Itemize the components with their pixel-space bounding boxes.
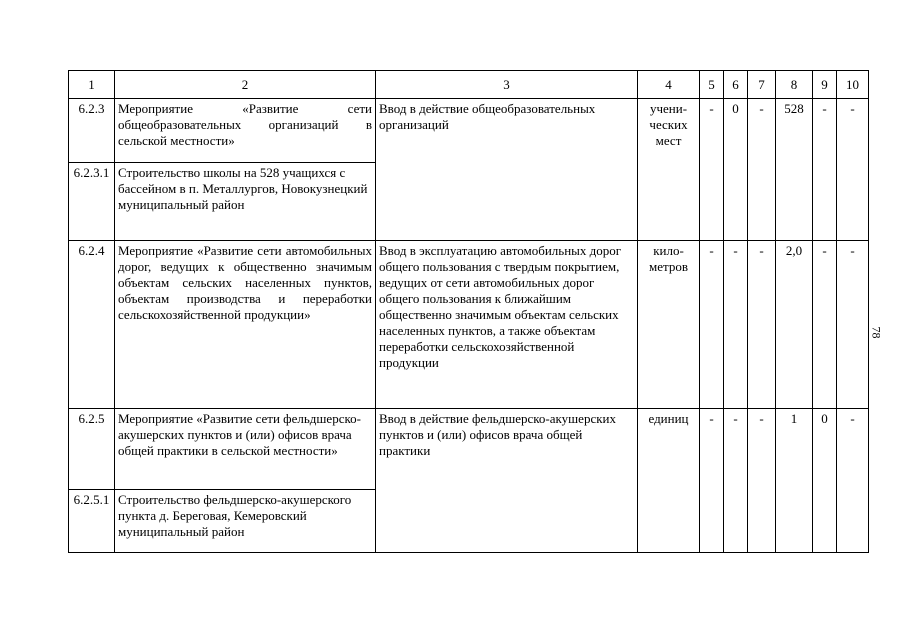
column-header-5: 5 xyxy=(700,71,724,99)
column-header-6: 6 xyxy=(724,71,748,99)
item-number: 6.2.4 xyxy=(69,241,115,409)
column-header-10: 10 xyxy=(837,71,869,99)
value-cell-7: - xyxy=(748,409,776,553)
value-cell-8: 528 xyxy=(776,99,813,241)
column-header-4: 4 xyxy=(638,71,700,99)
unit-cell: учени-ческих мест xyxy=(638,99,700,241)
value-cell-10: - xyxy=(837,241,869,409)
column-header-3: 3 xyxy=(376,71,638,99)
item-name: Мероприятие «Развитие сети фельдшерско-акушерских пунктов и (или) офисов врача общей практики в сельской местности» xyxy=(115,409,376,490)
value-cell-10: - xyxy=(837,409,869,553)
value-cell-5: - xyxy=(700,409,724,553)
value-cell-5: - xyxy=(700,241,724,409)
value-cell-8: 2,0 xyxy=(776,241,813,409)
unit-cell: кило-метров xyxy=(638,241,700,409)
value-cell-9: 0 xyxy=(813,409,837,553)
item-name: Мероприятие «Развитие сети автомобильных дорог, ведущих к общественно значимым объектам сельских населенных пунктов, объектам производства и переработки сельскохозяйственной продукции» xyxy=(115,241,376,409)
item-name: Мероприятие «Развитие сети общеобразовательных организаций в сельской местности» xyxy=(115,99,376,163)
table-row xyxy=(69,241,869,409)
value-cell-7: - xyxy=(748,99,776,241)
column-header-7: 7 xyxy=(748,71,776,99)
column-header-1: 1 xyxy=(69,71,115,99)
column-header-9: 9 xyxy=(813,71,837,99)
value-cell-9: - xyxy=(813,99,837,241)
indicator-cell: Ввод в действие общеобразовательных организаций xyxy=(376,99,638,241)
item-name: Строительство школы на 528 учащихся с бассейном в п. Металлургов, Новокузнецкий муниципальный район xyxy=(115,163,376,241)
page-number: 78 xyxy=(869,326,884,339)
item-number: 6.2.3.1 xyxy=(69,163,115,241)
value-cell-6: 0 xyxy=(724,99,748,241)
column-header-8: 8 xyxy=(776,71,813,99)
indicator-cell: Ввод в эксплуатацию автомобильных дорог общего пользования с твердым покрытием, ведущих от сети автомобильных дорог общего пользования к ближайшим общественно значимым объектам сельских населенных пунктов, а также объектам переработки сельскохозяйственной продукции xyxy=(376,241,638,409)
column-number-row xyxy=(69,71,869,99)
table-row xyxy=(69,99,869,163)
value-cell-8: 1 xyxy=(776,409,813,553)
value-cell-10: - xyxy=(837,99,869,241)
value-cell-7: - xyxy=(748,241,776,409)
item-name: Строительство фельдшерско-акушерского пункта д. Береговая, Кемеровский муниципальный район xyxy=(115,490,376,553)
item-number: 6.2.5.1 xyxy=(69,490,115,553)
table-row xyxy=(69,409,869,490)
program-table xyxy=(68,70,869,553)
unit-cell: единиц xyxy=(638,409,700,553)
value-cell-6: - xyxy=(724,409,748,553)
value-cell-5: - xyxy=(700,99,724,241)
value-cell-6: - xyxy=(724,241,748,409)
indicator-cell: Ввод в действие фельдшерско-акушерских пунктов и (или) офисов врача общей практики xyxy=(376,409,638,553)
item-number: 6.2.5 xyxy=(69,409,115,490)
column-header-2: 2 xyxy=(115,71,376,99)
item-number: 6.2.3 xyxy=(69,99,115,163)
value-cell-9: - xyxy=(813,241,837,409)
